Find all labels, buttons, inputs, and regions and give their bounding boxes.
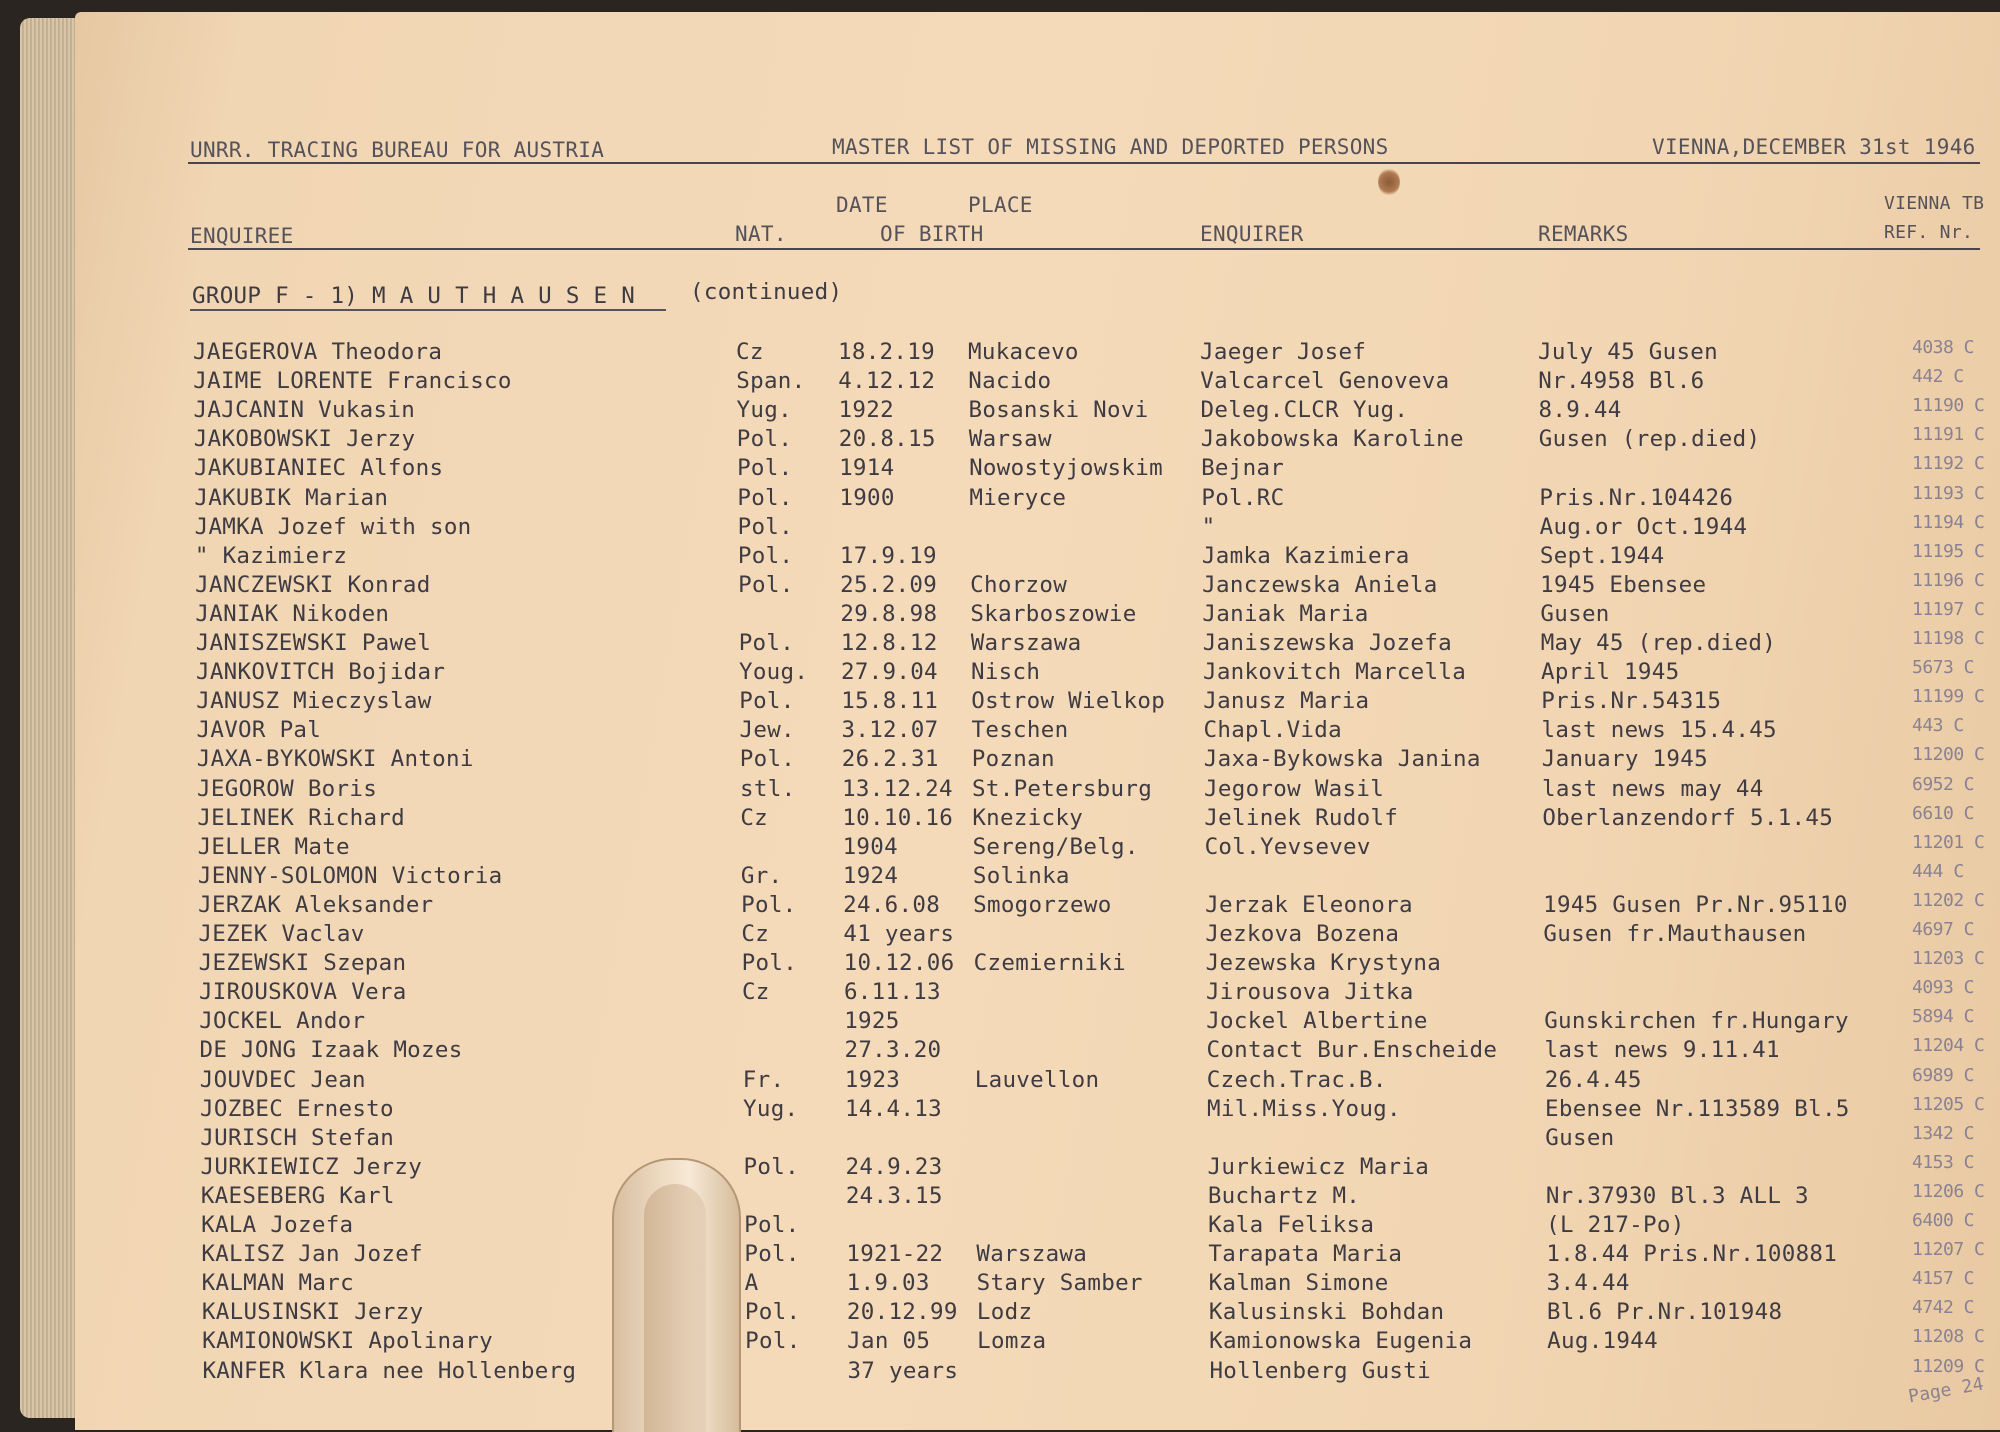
column-header-rule xyxy=(188,248,1980,250)
enquiree-name: DE JONG Izaak Mozes xyxy=(199,1037,463,1064)
remarks: last news 15.4.45 xyxy=(1541,717,1777,744)
ref-number: 11205 C xyxy=(1912,1093,1985,1115)
enquiree-name: JAXA-BYKOWSKI Antoni xyxy=(196,746,474,773)
ref-number: 11197 C xyxy=(1912,598,1985,620)
birth-date: 20.8.15 xyxy=(838,426,936,453)
birth-date: 12.8.12 xyxy=(840,630,938,656)
remarks: Gusen xyxy=(1545,1124,1615,1151)
nationality: Cz xyxy=(741,979,770,1006)
enquiree-name: JEGOROW Boris xyxy=(197,775,378,802)
nationality: stl. xyxy=(740,775,796,802)
birth-place: Nisch xyxy=(970,659,1041,686)
group-title: GROUP F - 1) M A U T H A U S E N xyxy=(192,283,636,309)
ref-number: 11199 C xyxy=(1912,686,1985,708)
remarks: July 45 Gusen xyxy=(1538,339,1718,365)
ref-number: 11191 C xyxy=(1912,424,1985,446)
header-rule xyxy=(188,162,1980,164)
birth-place: Poznan xyxy=(971,746,1055,773)
birth-date: 1923 xyxy=(844,1066,901,1093)
enquirer: Czech.Trac.B. xyxy=(1206,1066,1387,1093)
birth-date: 10.10.16 xyxy=(842,804,954,831)
nationality: Pol. xyxy=(739,688,795,715)
birth-date: 1904 xyxy=(842,833,898,860)
birth-date: 20.12.99 xyxy=(846,1299,958,1326)
enquirer: Jurkiewicz Maria xyxy=(1207,1153,1430,1180)
birth-place: Teschen xyxy=(971,717,1069,744)
nationality: Pol. xyxy=(745,1328,801,1355)
birth-place: Lomza xyxy=(977,1328,1047,1355)
clip-shadow xyxy=(644,1184,706,1432)
enquiree-name: KALMAN Marc xyxy=(201,1270,354,1297)
enquirer: Jaeger Josef xyxy=(1200,339,1367,365)
birth-date: 1.9.03 xyxy=(846,1270,930,1297)
birth-place: Mukacevo xyxy=(968,339,1079,365)
page-number: Page 24 xyxy=(1906,1373,1986,1408)
remarks: (L 217-Po) xyxy=(1546,1212,1685,1238)
remarks: April 1945 xyxy=(1540,659,1680,686)
ref-number: 442 C xyxy=(1912,366,1964,388)
remarks: last news 9.11.41 xyxy=(1544,1037,1780,1064)
remarks: May 45 (rep.died) xyxy=(1540,630,1777,656)
enquiree-name: JAIME LORENTE Francisco xyxy=(193,368,512,395)
enquirer: Deleg.CLCR Yug. xyxy=(1200,397,1409,424)
enquirer: Janczewska Aniela xyxy=(1202,571,1438,598)
nationality: Gr. xyxy=(740,862,783,889)
birth-date: 3.12.07 xyxy=(841,717,939,744)
enquiree-name: " Kazimierz xyxy=(194,542,348,569)
remarks: 1945 Ebensee xyxy=(1540,571,1707,598)
ref-number: 6989 C xyxy=(1912,1064,1975,1086)
ref-number: 4157 C xyxy=(1912,1268,1975,1290)
enquiree-name: KALUSINSKI Jerzy xyxy=(201,1299,424,1326)
ref-number: 11200 C xyxy=(1912,744,1985,766)
birth-place: Nowostyjowskim xyxy=(969,455,1163,482)
birth-place: Skarboszowie xyxy=(970,600,1137,627)
nationality: A xyxy=(744,1270,759,1297)
ref-number: 11208 C xyxy=(1912,1326,1985,1348)
enquiree-name: KAMIONOWSKI Apolinary xyxy=(202,1328,493,1355)
remarks: Gusen (rep.died) xyxy=(1538,426,1761,453)
birth-date: 4.12.12 xyxy=(838,368,936,395)
ref-number: 11207 C xyxy=(1912,1239,1985,1261)
enquiree-name: JAKOBOWSKI Jerzy xyxy=(193,426,416,453)
enquiree-name: JURISCH Stefan xyxy=(200,1124,395,1151)
nationality: Cz xyxy=(741,921,770,947)
birth-date: 1924 xyxy=(842,862,899,889)
col-place: PLACE xyxy=(968,193,1033,217)
ref-number: 11202 C xyxy=(1912,889,1985,911)
enquirer: Jirousova Jitka xyxy=(1205,979,1414,1006)
enquiree-name: JAKUBIANIEC Alfons xyxy=(194,455,444,482)
birth-date: 27.9.04 xyxy=(840,659,938,686)
enquirer: Jerzak Eleonora xyxy=(1205,891,1413,918)
birth-date: 24.3.15 xyxy=(845,1182,943,1209)
ref-number: 5673 C xyxy=(1912,657,1975,679)
remarks: Pris.Nr.104426 xyxy=(1539,484,1734,511)
ref-number: 4742 C xyxy=(1912,1297,1975,1319)
birth-date: 13.12.24 xyxy=(842,775,953,802)
birth-date: 41 years xyxy=(843,921,955,947)
ref-number: 6400 C xyxy=(1912,1210,1975,1231)
ref-number: 443 C xyxy=(1912,715,1964,737)
nationality: Pol. xyxy=(737,513,793,540)
col-nat: NAT. xyxy=(735,222,787,246)
enquiree-name: KALISZ Jan Jozef xyxy=(201,1241,423,1268)
enquirer: Janusz Maria xyxy=(1203,688,1370,715)
enquirer: Mil.Miss.Youg. xyxy=(1207,1095,1401,1122)
birth-date: 29.8.98 xyxy=(840,600,938,627)
nationality: Pol. xyxy=(737,455,793,482)
remarks: 3.4.44 xyxy=(1546,1270,1630,1297)
nationality: Fr. xyxy=(742,1066,785,1093)
enquiree-name: JELLER Mate xyxy=(197,833,350,860)
ref-number: 11204 C xyxy=(1912,1035,1985,1057)
birth-place: Warszawa xyxy=(976,1241,1088,1268)
ref-number: 5894 C xyxy=(1912,1006,1975,1028)
ref-number: 11198 C xyxy=(1912,628,1985,649)
birth-date: 14.4.13 xyxy=(845,1095,942,1122)
enquiree-name: JEZEWSKI Szepan xyxy=(198,950,407,977)
nationality: Yug. xyxy=(736,397,792,424)
nationality: Pol. xyxy=(744,1212,800,1238)
remarks: 26.4.45 xyxy=(1544,1066,1642,1093)
birth-place: Mieryce xyxy=(969,484,1067,511)
birth-place: Solinka xyxy=(972,862,1070,889)
enquiree-name: JOZBEC Ernesto xyxy=(200,1095,394,1122)
enquiree-name: JANCZEWSKI Konrad xyxy=(195,571,431,598)
remarks: January 1945 xyxy=(1541,746,1708,773)
remarks: last news may 44 xyxy=(1542,775,1764,802)
remarks: Nr.4958 Bl.6 xyxy=(1538,368,1705,395)
birth-date: 1900 xyxy=(839,484,895,511)
birth-place: Warsaw xyxy=(968,426,1052,453)
page-clip xyxy=(612,1158,741,1432)
birth-place: Czemierniki xyxy=(973,950,1126,977)
nationality: Pol. xyxy=(744,1241,800,1268)
birth-date: 17.9.19 xyxy=(839,542,937,569)
ref-number: 11201 C xyxy=(1912,831,1985,853)
enquirer: Jankovitch Marcella xyxy=(1202,659,1467,686)
ref-number: 11203 C xyxy=(1912,948,1985,970)
birth-place: Sereng/Belg. xyxy=(972,833,1139,860)
enquirer: Kala Feliksa xyxy=(1208,1212,1375,1238)
remarks: Oberlanzendorf 5.1.45 xyxy=(1542,804,1834,831)
ref-number: 11190 C xyxy=(1912,395,1985,417)
enquiree-name: JAKUBIK Marian xyxy=(194,484,389,511)
nationality: Youg. xyxy=(738,659,809,686)
remarks: Ebensee Nr.113589 Bl.5 xyxy=(1545,1095,1850,1122)
remarks: 8.9.44 xyxy=(1538,397,1622,424)
col-vienna-tb: VIENNA TB xyxy=(1884,193,1985,214)
birth-date: 24.6.08 xyxy=(843,891,941,918)
enquiree-name: JANUSZ Mieczyslaw xyxy=(196,688,432,715)
header-office: UNRR. TRACING BUREAU FOR AUSTRIA xyxy=(190,138,605,162)
enquirer: Jezkova Bozena xyxy=(1205,921,1400,947)
remarks: 1945 Gusen Pr.Nr.95110 xyxy=(1543,891,1848,918)
enquirer: Hollenberg Gusti xyxy=(1209,1357,1431,1384)
enquiree-name: JELINEK Richard xyxy=(197,804,406,831)
enquiree-name: JANKOVITCH Bojidar xyxy=(195,659,446,686)
enquirer: Jamka Kazimiera xyxy=(1201,542,1410,569)
nationality: Pol. xyxy=(741,950,798,977)
remarks: Gunskirchen fr.Hungary xyxy=(1544,1008,1849,1035)
header-place-date: VIENNA,DECEMBER 31st 1946 xyxy=(1652,135,1976,159)
birth-place: Ostrow Wielkop xyxy=(971,688,1166,715)
enquirer: Jockel Albertine xyxy=(1206,1008,1428,1035)
enquirer: Pol.RC xyxy=(1201,484,1285,511)
enquirer: Jaxa-Bykowska Janina xyxy=(1203,746,1481,773)
enquiree-name: JAJCANIN Vukasin xyxy=(193,397,416,424)
birth-date: 1922 xyxy=(838,397,894,424)
nationality: Pol. xyxy=(737,542,794,569)
ref-number: 6952 C xyxy=(1912,773,1975,795)
enquiree-name: KAESEBERG Karl xyxy=(200,1182,395,1209)
enquiree-name: JURKIEWICZ Jerzy xyxy=(200,1153,423,1180)
group-note: (continued) xyxy=(690,279,843,305)
ink-stain xyxy=(1378,168,1400,196)
ref-number: 11193 C xyxy=(1912,482,1985,504)
enquirer: Janiak Maria xyxy=(1202,600,1369,627)
remarks: 1.8.44 Pris.Nr.100881 xyxy=(1546,1241,1838,1268)
enquirer: Kalusinski Bohdan xyxy=(1208,1299,1445,1326)
enquirer: Jelinek Rudolf xyxy=(1204,804,1399,831)
birth-date: 15.8.11 xyxy=(841,688,939,715)
enquirer: Buchartz M. xyxy=(1207,1182,1361,1209)
nationality: Pol. xyxy=(737,484,793,511)
enquiree-name: JAEGEROVA Theodora xyxy=(193,339,443,365)
enquiree-name: JEZEK Vaclav xyxy=(198,921,365,947)
enquiree-name: JOUVDEC Jean xyxy=(199,1066,366,1093)
nationality: Span. xyxy=(736,368,806,395)
col-enquiree: ENQUIREE xyxy=(190,224,294,248)
birth-date: 6.11.13 xyxy=(843,979,941,1006)
enquiree-name: JOCKEL Andor xyxy=(199,1008,366,1035)
enquiree-name: JAVOR Pal xyxy=(196,717,322,744)
birth-place: Knezicky xyxy=(972,804,1084,831)
birth-date: 1921-22 xyxy=(846,1241,944,1268)
nationality: Pol. xyxy=(739,746,796,773)
birth-date: 18.2.19 xyxy=(838,339,935,365)
enquirer: Col.Yevsevev xyxy=(1204,833,1371,860)
enquiree-name: JAMKA Jozef with son xyxy=(194,513,472,540)
nationality: Pol. xyxy=(743,1153,799,1180)
ref-number: 4093 C xyxy=(1912,977,1975,999)
enquiree-name: JIROUSKOVA Vera xyxy=(198,979,407,1006)
enquirer: Kamionowska Eugenia xyxy=(1209,1328,1473,1355)
enquirer: Valcarcel Genoveva xyxy=(1200,368,1450,395)
enquiree-name: KALA Jozefa xyxy=(201,1212,354,1238)
birth-place: Warszawa xyxy=(970,630,1082,656)
nationality: Cz xyxy=(740,804,769,831)
ref-number: 444 C xyxy=(1912,860,1964,882)
col-remarks: REMARKS xyxy=(1538,222,1629,246)
ref-number: 1342 C xyxy=(1912,1122,1975,1144)
remarks: Bl.6 Pr.Nr.101948 xyxy=(1546,1299,1783,1326)
ref-number: 6610 C xyxy=(1912,802,1975,824)
ref-number: 11209 C xyxy=(1912,1355,1985,1377)
birth-date: 1925 xyxy=(844,1008,900,1035)
remarks: Sept.1944 xyxy=(1539,542,1665,569)
nationality: Pol. xyxy=(738,630,795,656)
birth-place: Chorzow xyxy=(970,571,1068,598)
header-list-title: MASTER LIST OF MISSING AND DEPORTED PERSONS xyxy=(832,135,1389,159)
enquirer: Janiszewska Jozefa xyxy=(1202,630,1452,656)
birth-place: Smogorzewo xyxy=(973,891,1112,918)
ref-number: 11195 C xyxy=(1912,540,1985,562)
birth-place: Nacido xyxy=(968,368,1052,395)
birth-date: 27.3.20 xyxy=(844,1037,942,1064)
remarks: Gusen fr.Mauthausen xyxy=(1543,921,1807,947)
enquirer: " xyxy=(1201,513,1216,540)
remarks: Aug.or Oct.1944 xyxy=(1539,513,1748,540)
enquiree-name: JENNY-SOLOMON Victoria xyxy=(197,862,503,889)
enquirer: Jezewska Krystyna xyxy=(1205,950,1442,977)
birth-place: Lodz xyxy=(976,1299,1033,1326)
nationality: Cz xyxy=(736,339,764,365)
enquirer: Kalman Simone xyxy=(1208,1270,1389,1297)
birth-place: Lauvellon xyxy=(974,1066,1100,1093)
col-ref-nr: REF. Nr. xyxy=(1884,222,1974,243)
ref-number: 4153 C xyxy=(1912,1151,1975,1173)
birth-place: Stary Samber xyxy=(976,1270,1143,1297)
ref-number: 11194 C xyxy=(1912,511,1985,533)
birth-place: Bosanski Novi xyxy=(968,397,1149,424)
birth-date: 37 years xyxy=(847,1357,959,1384)
birth-date: 25.2.09 xyxy=(840,571,938,598)
col-of-birth: OF BIRTH xyxy=(880,222,984,246)
enquirer: Tarapata Maria xyxy=(1208,1241,1403,1268)
enquirer: Jegorow Wasil xyxy=(1204,775,1385,802)
birth-date: 1914 xyxy=(839,455,895,482)
remarks: Nr.37930 Bl.3 ALL 3 xyxy=(1545,1182,1809,1209)
enquirer: Contact Bur.Enscheide xyxy=(1206,1037,1498,1064)
nationality: Yug. xyxy=(743,1095,799,1122)
birth-date: 10.12.06 xyxy=(843,950,955,977)
birth-date: Jan 05 xyxy=(847,1328,931,1355)
nationality: Jew. xyxy=(739,717,795,744)
remarks: Gusen xyxy=(1540,600,1610,627)
enquiree-name: JERZAK Aleksander xyxy=(198,891,434,918)
nationality: Pol. xyxy=(744,1299,801,1326)
nationality: Pol. xyxy=(738,571,794,598)
remarks: Pris.Nr.54315 xyxy=(1541,688,1722,715)
col-enquirer: ENQUIRER xyxy=(1200,222,1304,246)
ref-number: 4038 C xyxy=(1912,337,1975,358)
birth-date: 26.2.31 xyxy=(841,746,939,773)
ref-number: 11196 C xyxy=(1912,569,1985,591)
remarks: Aug.1944 xyxy=(1547,1328,1658,1355)
col-date: DATE xyxy=(836,193,888,217)
ref-number: 4697 C xyxy=(1912,919,1975,940)
ref-number: 11192 C xyxy=(1912,453,1985,475)
enquiree-name: JANIAK Nikoden xyxy=(195,600,390,627)
enquirer: Chapl.Vida xyxy=(1203,717,1342,744)
ref-number: 11206 C xyxy=(1912,1180,1985,1202)
birth-date: 24.9.23 xyxy=(845,1153,943,1180)
nationality: Pol. xyxy=(741,891,797,918)
birth-place: St.Petersburg xyxy=(972,775,1153,802)
enquirer: Bejnar xyxy=(1201,455,1285,482)
enquiree-name: JANISZEWSKI Pawel xyxy=(195,630,432,656)
nationality: Pol. xyxy=(736,426,793,453)
enquirer: Jakobowska Karoline xyxy=(1200,426,1464,453)
enquiree-name: KANFER Klara nee Hollenberg xyxy=(202,1357,577,1384)
group-title-underline xyxy=(190,309,666,311)
